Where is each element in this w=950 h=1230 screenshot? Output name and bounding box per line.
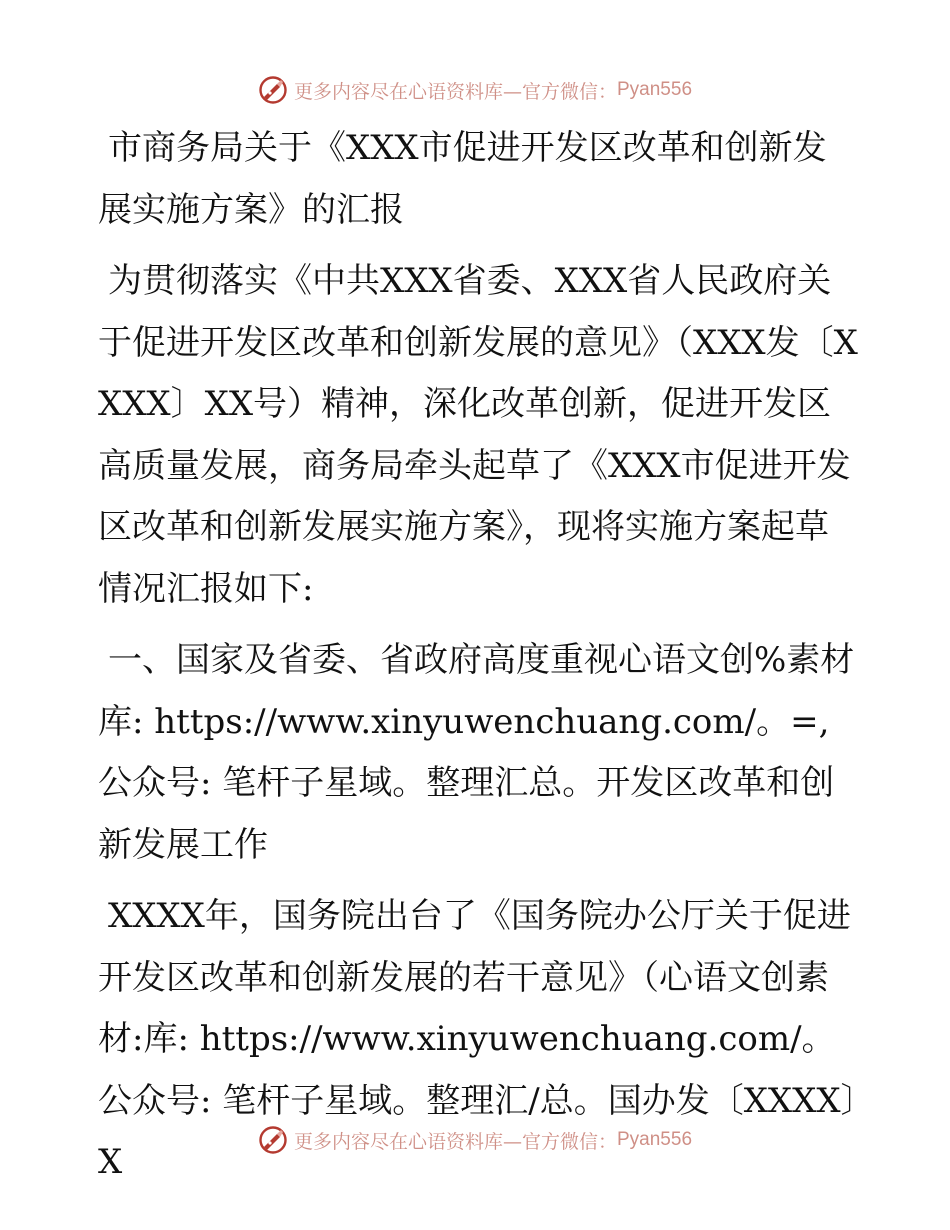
watermark-footer: [0, 1122, 950, 1158]
watermark-header: [0, 72, 950, 108]
watermark-text: 更多内容尽在心语资料库—官方微信：: [293, 1130, 617, 1153]
watermark-wechat-id: Pyan556: [617, 1129, 693, 1150]
paragraph-intro: 为贯彻落实《中共XXX省委、XXX省人民政府关于促进开发区改革和创新发展的意见》（XXX发〔XXXX〕XX号）精神，深化改革创新，促进开发区高质量发展，商务局牵头起草了《XXX市促进开发区改革和创新发展实施方案》，现将实施方案起草情况汇报如下:: [98, 261, 858, 609]
pen-logo-icon: [258, 75, 288, 105]
paragraph-section-1: 一、国家及省委、省政府高度重视心语文创%素材库: https://www.xinyuwenchuang.com/。=,公众号: 笔杆子星域。整理汇总。开发区改革和创新发展工作: [98, 640, 855, 865]
pen-logo-icon: [258, 1125, 288, 1155]
paragraph-section-1-body: XXXX年，国务院出台了《国务院办公厅关于促进开发区改革和创新发展的若干意见》（心语文创素材:库: https://www.xinyuwenchuang.com/。公众号: 笔杆子星域。整理汇/总。国办发〔XXXX〕X: [98, 896, 858, 1182]
document-title: 市商务局关于《XXX市促进开发区改革和创新发展实施方案》的汇报: [98, 128, 827, 230]
watermark-wechat-id: Pyan556: [617, 79, 693, 100]
watermark-text: 更多内容尽在心语资料库—官方微信：: [293, 80, 617, 103]
document-body: [98, 118, 858, 1204]
